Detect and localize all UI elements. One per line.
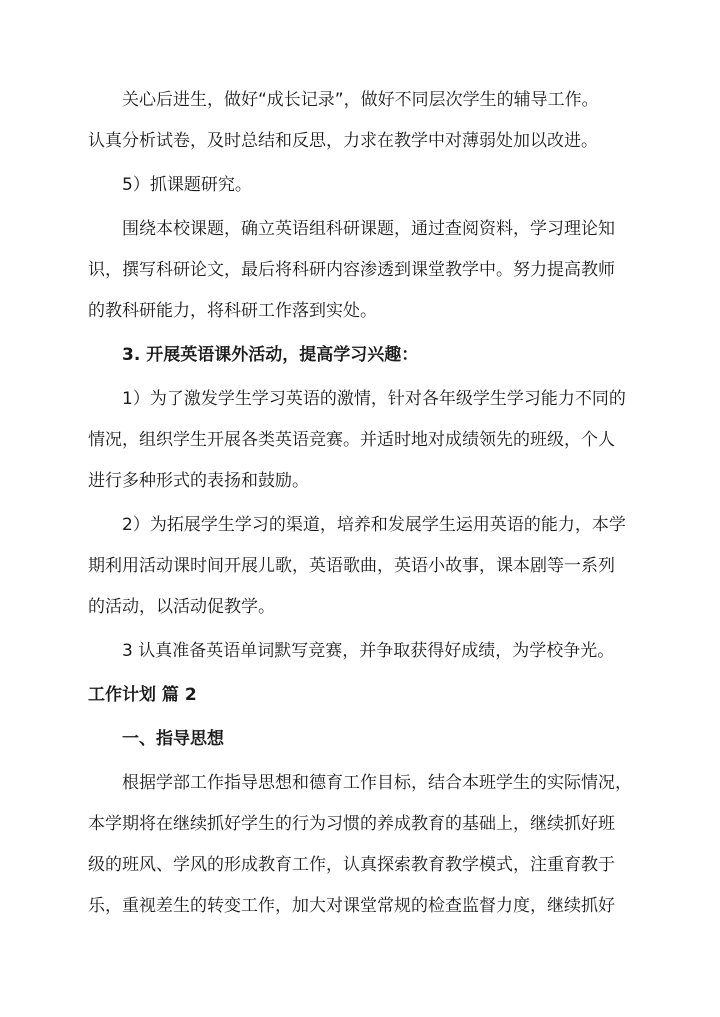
text-line: 2）为拓展学生学习的渠道，培养和发展学生运用英语的能力，本学 (122, 515, 626, 535)
text-line: 乐，重视差生的转变工作，加大对课堂常规的检查监督力度，继续抓好 (88, 896, 615, 916)
text-line: 的活动，以活动促教学。 (88, 597, 275, 617)
text-line: 3 认真准备英语单词默写竞赛，并争取获得好成绩，为学校争光。 (122, 641, 615, 661)
section-heading-3: 3. 开展英语课外活动，提高学习兴趣： (122, 345, 419, 365)
text-line: 的教科研能力，将科研工作落到实处。 (88, 301, 377, 321)
text-line: 识，撰写科研论文，最后将科研内容渗透到课堂教学中。努力提高教师 (88, 260, 615, 280)
text-line: 认真分析试卷，及时总结和反思，力求在教学中对薄弱处加以改进。 (88, 131, 598, 151)
text-line: 关心后进生，做好“成长记录”，做好不同层次学生的辅导工作。 (122, 90, 599, 110)
text-line: 期利用活动课时间开展儿歌，英语歌曲，英语小故事，课本剧等一系列 (88, 556, 615, 576)
text-line: 1）为了激发学生学习英语的激情，针对各年级学生学习能力不同的 (122, 389, 626, 409)
text-line: 进行多种形式的表扬和鼓励。 (88, 471, 309, 491)
text-line: 情况，组织学生开展各类英语竞赛。并适时地对成绩领先的班级，个人 (88, 430, 615, 450)
text-line: 围绕本校课题，确立英语组科研课题，通过查阅资料，学习理论知 (122, 219, 615, 239)
list-item-5: 5）抓课题研究。 (122, 175, 252, 195)
section-heading-guiding-ideology: 一、指导思想 (122, 729, 224, 749)
text-line: 级的班风、学风的形成教育工作，认真探索教育教学模式，注重育教于 (88, 855, 615, 875)
plan-title: 工作计划 篇 2 (88, 685, 197, 705)
text-line: 根据学部工作指导思想和德育工作目标，结合本班学生的实际情况， (122, 773, 632, 793)
text-line: 本学期将在继续抓好学生的行为习惯的养成教育的基础上，继续抓好班 (88, 814, 615, 834)
